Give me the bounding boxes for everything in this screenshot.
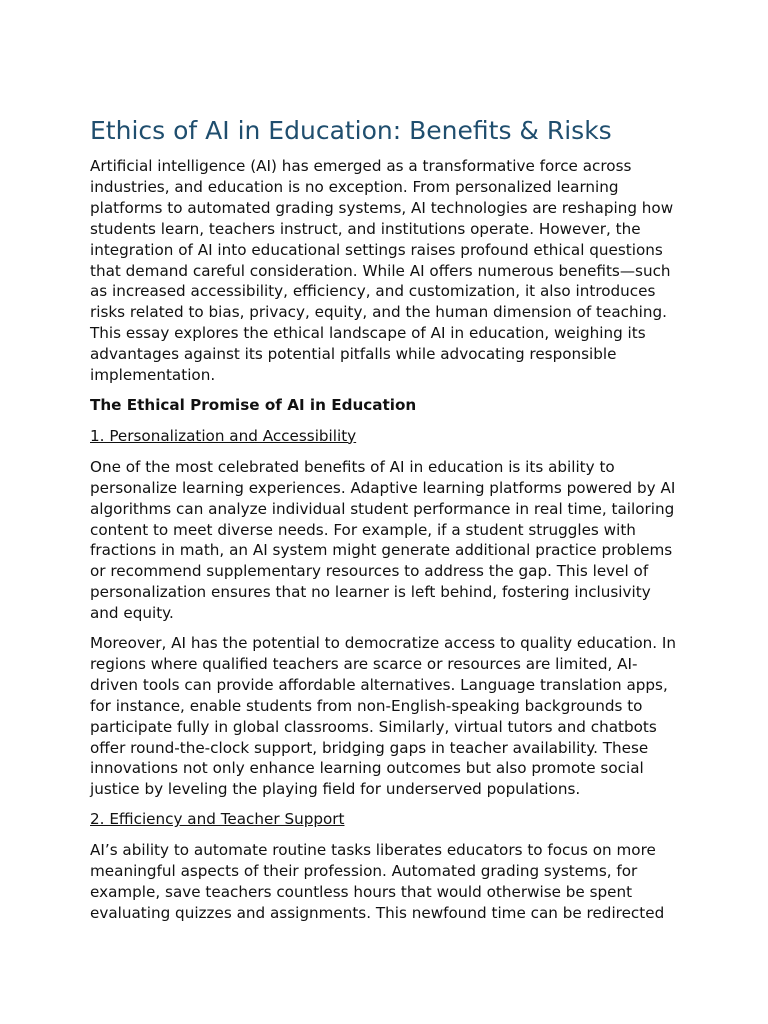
subheading-efficiency: 2. Efficiency and Teacher Support <box>90 810 345 829</box>
document-body <box>90 114 678 933</box>
intro-paragraph: Artificial intelligence (AI) has emerged as a transformative force across industries, and education is no exception. From personalized learning platforms to automated grading systems, AI technologies are reshaping how students learn, teachers instruct, and institutions operate. However, the integration of AI into educational settings raises profound ethical questions that demand careful consideration. While AI offers numerous benefits—such as increased accessibility, efficiency, and customization, it also introduces risks related to bias, privacy, equity, and the human dimension of teaching. This essay explores the ethical landscape of AI in education, weighing its advantages against its potential pitfalls while advocating responsible implementation. <box>90 157 674 385</box>
paragraph-personalization-1: One of the most celebrated benefits of AI in education is its ability to personalize learning experiences. Adaptive learning platforms powered by AI algorithms can analyze individual student performance in real time, tailoring content to meet diverse needs. For example, if a student struggles with fractions in math, an AI system might generate additional practice problems or recommend supplementary resources to address the gap. This level of personalization ensures that no learner is left behind, fostering inclusivity and equity. <box>90 457 676 623</box>
section-heading: The Ethical Promise of AI in Education <box>90 395 417 414</box>
paragraph-efficiency-1: AI’s ability to automate routine tasks liberates educators to focus on more meaningful aspects of their profession. Automated grading systems, for example, save teachers countless hours that would otherwise be spent evaluating quizzes and assignments. This newfound time can be redirected <box>90 841 665 922</box>
subheading-personalization: 1. Personalization and Accessibility <box>90 426 357 445</box>
paragraph-personalization-2: Moreover, AI has the potential to democratize access to quality education. In regions where qualified teachers are scarce or resources are limited, AI-driven tools can provide affordable alternatives. Language translation apps, for instance, enable students from non-English-speaking backgrounds to participate fully in global classrooms. Similarly, virtual tutors and chatbots offer round-the-clock support, bridging gaps in teacher availability. These innovations not only enhance learning outcomes but also promote social justice by leveling the playing field for underserved populations. <box>90 634 677 799</box>
document-title: Ethics of AI in Education: Benefits & Risks <box>90 116 612 145</box>
